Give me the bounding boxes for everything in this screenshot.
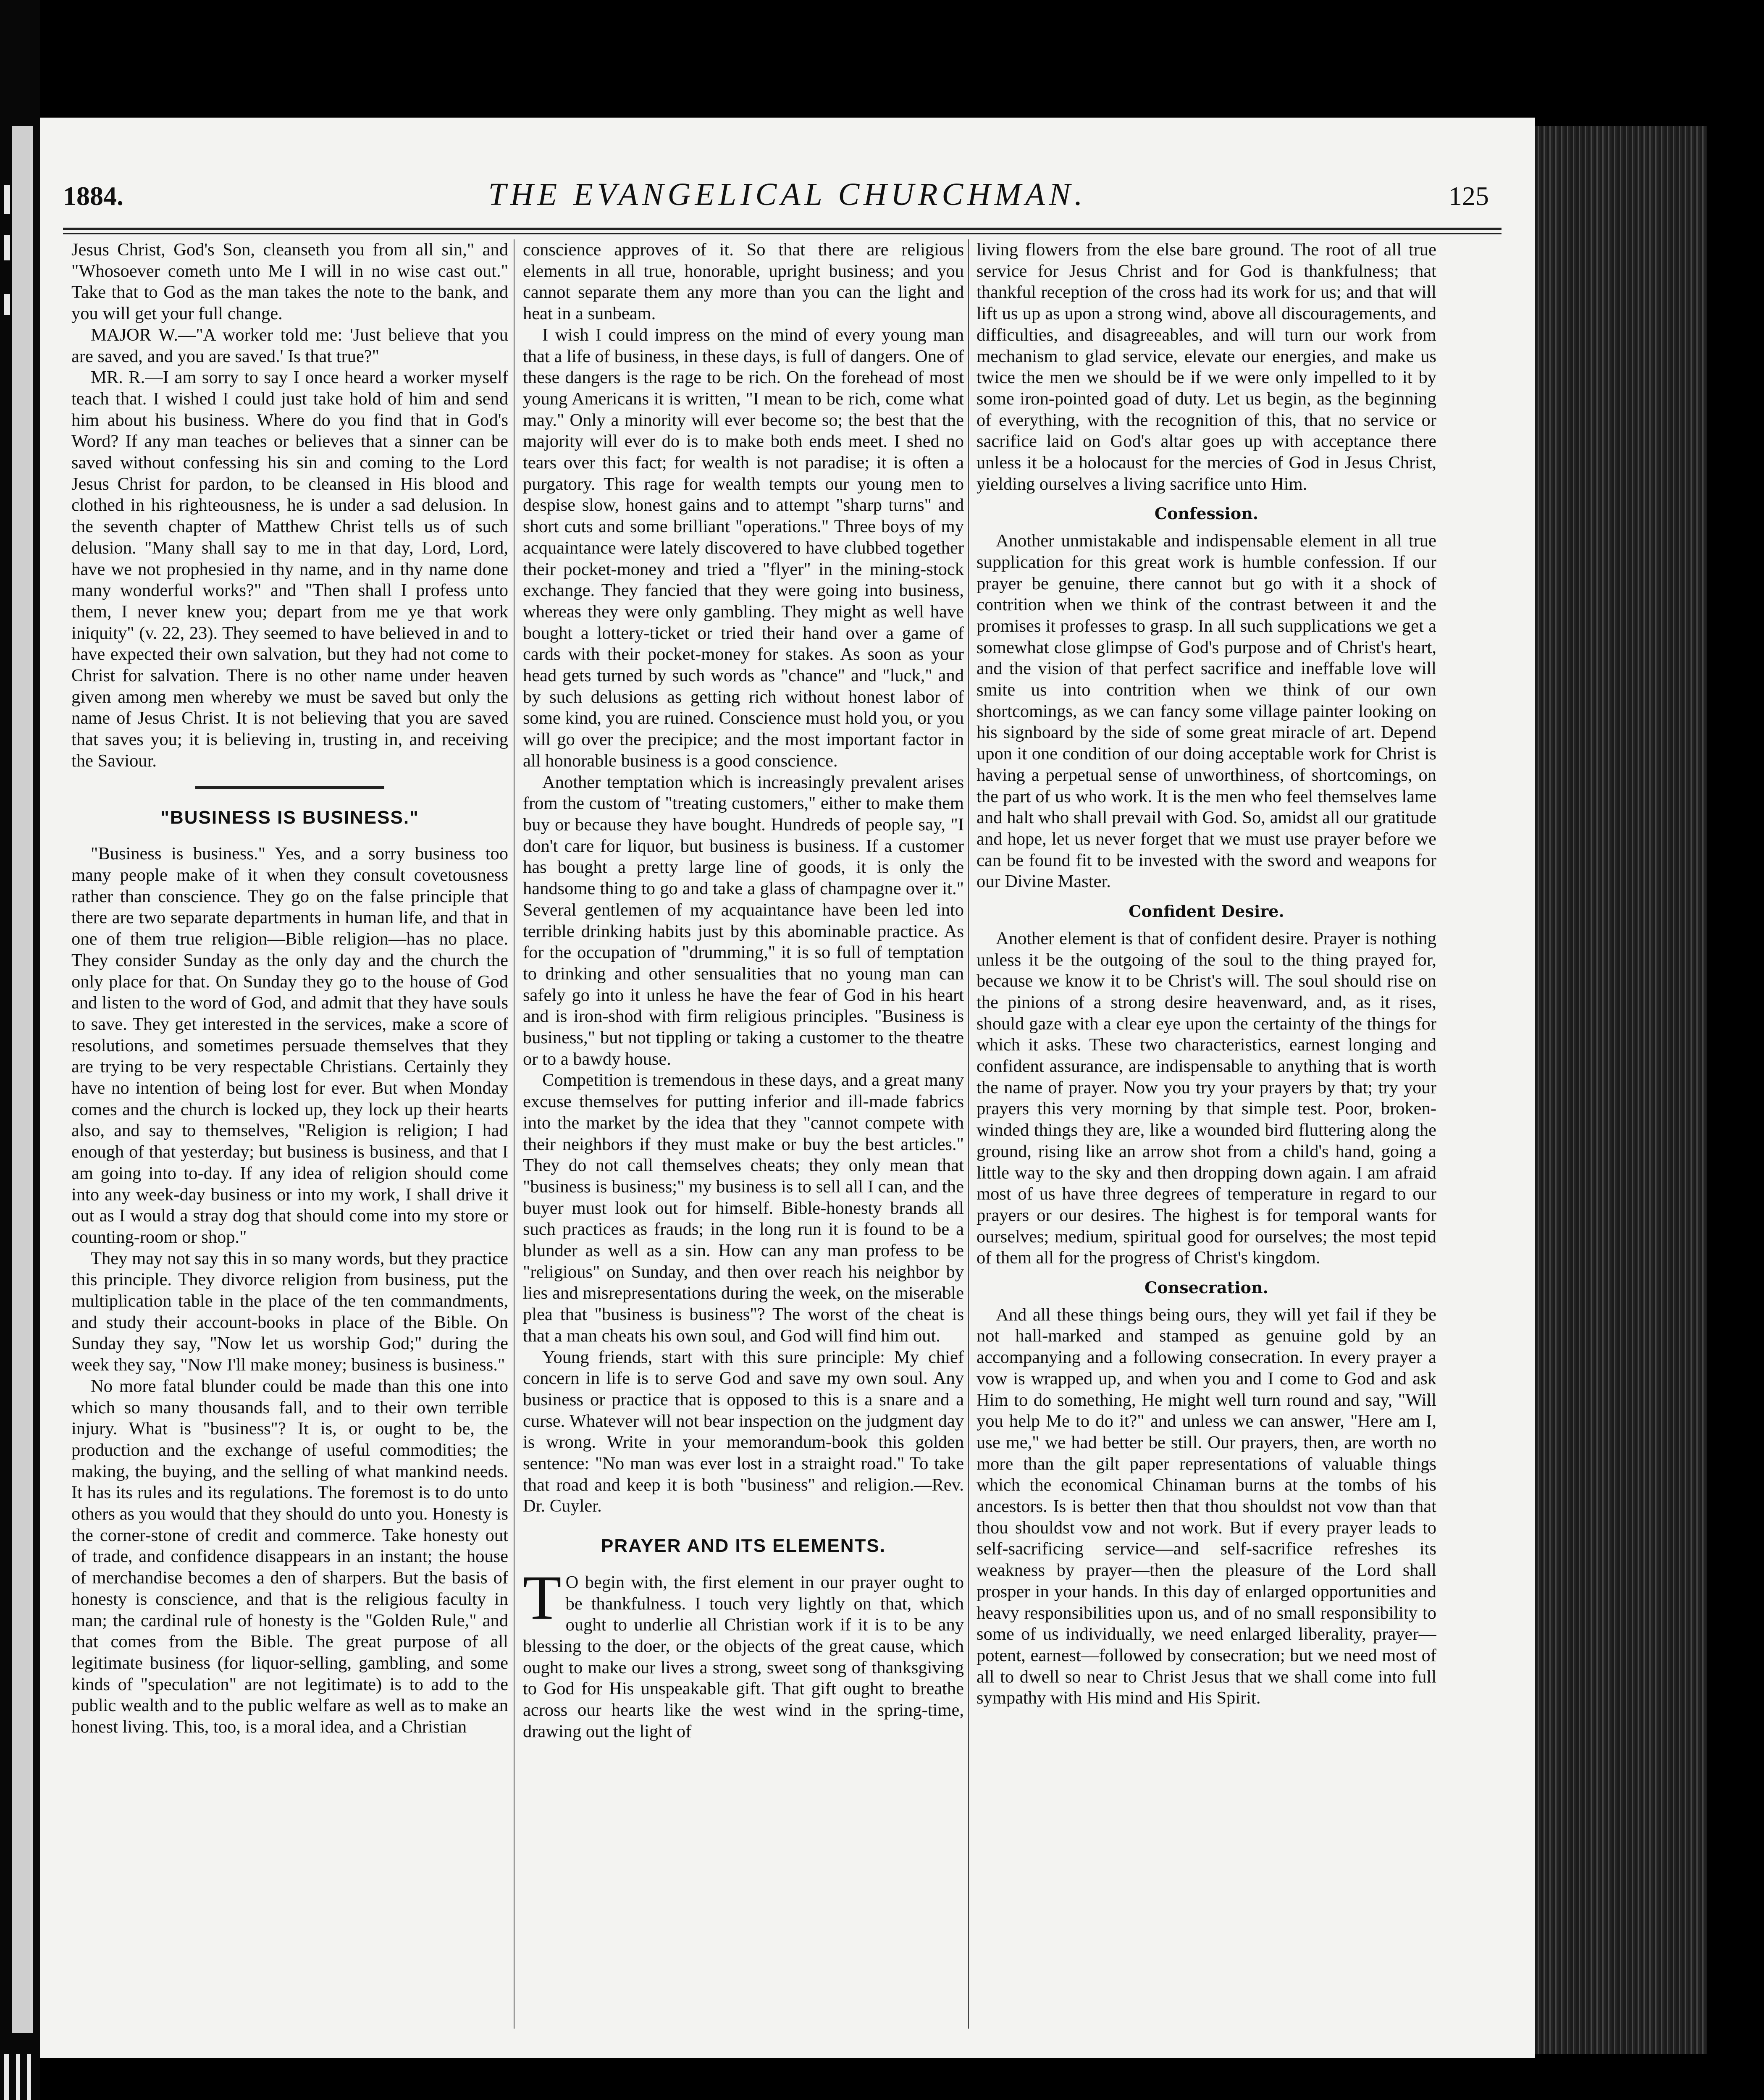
binding-mark [4, 294, 10, 315]
column-divider [968, 239, 969, 2029]
header-rule [63, 228, 1502, 230]
binding-mark [27, 2054, 31, 2100]
binding-mark [4, 2054, 9, 2100]
column-3 [976, 239, 1436, 2033]
paragraph: They may not say this in so many words, but they practice this principle. They divorce religion from business, put the multiplication table in the place of the ten commandments, and study their account-books in place of the Bible. On Sunday they say, "Now let us worship God;" during the week they say, "Now I'll make money; business is business." [71, 1248, 508, 1375]
column-1 [71, 239, 508, 2033]
paragraph: "Business is business." Yes, and a sorry business too many people make of it when they consult covetousness rather than conscience. They go on the false principle that there are two separate departments in human life, and that in one of them true religion—Bible religion—has no place. They consider Sunday as the only day and the church the only place for that. On Sunday they go to the house of God and listen to the word of God, and admit that they have souls to save. They get interested in the services, make a score of resolutions, and sometimes persuade themselves that they are trying to be very respectable Christians. Certainly they have no intention of being lost for ever. But when Monday comes and the church is locked up, they lock up their hearts also, and say to themselves, "Religion is religion; I had enough of that yesterday; but business is business, and that I am going into to-day. If any idea of religion should come into any week-day business or into my work, I shall drive it out as I would a stray dog that should come into my store or counting-room or shop." [71, 844, 508, 1247]
paragraph: Young friends, start with this sure principle: My chief concern in life is to serve God and save my own soul. Any business or practice that is opposed to this is a snare and a curse. Whatever will not bear inspection on the judgment day is wrong. Write in your memorandum-book this golden sentence: "No man was ever lost in a straight road." To take that road and keep it is both "business" and religion.—Rev. Dr. Cuyler. [523, 1347, 964, 1516]
page-header [40, 118, 1535, 212]
binding-mark [4, 235, 10, 260]
binding-mark [16, 2054, 20, 2100]
article-heading: "BUSINESS IS BUSINESS." [160, 807, 419, 828]
subheading: Confident Desire. [1129, 902, 1284, 921]
page-stack-edge [1535, 126, 1707, 2054]
subheading: Confession. [1154, 504, 1259, 523]
paragraph: MR. R.—I am sorry to say I once heard a worker myself teach that. I wished I could just take hold of him and send him about his business. Where do you find that in God's Word? If any man teaches or believes that a sinner can be saved without confessing his sin and coming to the Lord Jesus Christ for pardon, to be cleansed in His blood and clothed in his righteousness, he is under a sad delusion. In the seventh chapter of Matthew Christ tells us of such delusion. "Many shall say to me in that day, Lord, Lord, have we not prophesied in thy name, and in thy name done many wonderful works?" and "Then shall I profess unto them, I never knew you; depart from me ye that work iniquity" (v. 22, 23). They seemed to have believed in and to have expected their own salvation, but they had not come to Christ for salvation. There is no other name under heaven given among men whereby we must be saved but only the name of Jesus Christ. It is not believing that you are saved that saves you; it is believing in, trusting in, and receiving the Saviour. [71, 368, 508, 771]
paragraph: And all these things being ours, they will yet fail if they be not hall-marked and stamped as genuine gold by an accompanying and a following consecration. In every prayer a vow is wrapped up, and when you and I come to God and ask Him to do something, He might well turn round and say, "Will you help Me to do it?" and unless we can answer, "Here am I, use me," we had better be still. Our prayers, then, are worth no more than the gilt paper representations of valuable things which the economical Chinaman burns at the tombs of his ancestors. Is is better then that thou shouldst not vow than that thou shouldst vow and not work. But if every prayer leads to self-sacrificing service—and self-sacrifice refreshes its weakness by prayer—then the pleasure of the Lord shall prosper in your hands. In this day of enlarged opportunities and heavy responsibilities upon us, and of no small responsibility to some of us individually, we need enlarged liberality, prayer—potent, earnest—followed by consecration; but we need most of all to dwell so near to Christ Jesus that we shall come into full sympathy with His mind and His Spirit. [976, 1305, 1436, 1708]
binding-mark [4, 185, 10, 214]
paragraph: Another unmistakable and indispensable element in all true supplication for this great work is humble confession. If our prayer be genuine, there cannot but go with it a shock of contrition when we think of the contrast between it and the promises it professes to grasp. In all such supplications we get a somewhat close glimpse of God's purpose and of Christ's heart, and the vision of that perfect sacrifice and ineffable love will smite us into contrition when we think of our own shortcomings, as we can fancy some village painter looking on his signboard by the side of some great miracle of art. Depend upon it one condition of our doing acceptable work for Christ is having a perpetual sense of unworthiness, of shortcomings, on the part of us who work. It is the men who feel themselves lame and halt who shall prevail with God. So, amidst all our gratitude and hope, let us never forget that we must use prayer before we can be found fit to be invested with the sword and weapons for our Divine Master. [976, 531, 1436, 892]
header-year: 1884. [63, 181, 123, 211]
paragraph: Jesus Christ, God's Son, cleanseth you from all sin," and "Whosoever cometh unto Me I will in no wise cast out." Take that to God as the man takes the note to the bank, and you will get your full change. [71, 240, 508, 324]
paragraph-text: O begin with, the first element in our prayer ought to be thankfulness. I touch very lightly on that, which ought to underlie all Christian work if it is to be any blessing to the doer, or the objects of the great cause, which ought to make our lives a strong, sweet song of thanksgiving to God for His unspeakable gift. That gift ought to breathe across our hearts like the west wind in the spring-time, drawing out the light of [523, 1572, 964, 1741]
column-2 [523, 239, 964, 2033]
subheading: Consecration. [1144, 1278, 1268, 1297]
paragraph: I wish I could impress on the mind of every young man that a life of business, in these days, is full of dangers. One of these dangers is the rage to be rich. On the forehead of most young Americans it is written, "I mean to be rich, come what may." Only a minority will ever become so; the best that the majority will ever do is to make both ends meet. I shed no tears over this fact; for wealth is not paradise; it is often a purgatory. This rage for wealth tempts our young men to despise slow, honest gains and to attempt "sharp turns" and short cuts and some brilliant "operations." Three boys of my acquaintance were lately discovered to have clubbed together their pocket-money and tried a "flyer" in the mining-stock exchange. They fancied that they were going into business, whereas they were only gambling. They might as well have bought a lottery-ticket or tried their hand over a game of cards with their pocket-money for stakes. As soon as your head gets turned by such words as "chance" and "luck," and by such delusions as getting rich without honest labor of some kind, you are ruined. Conscience must hold you, or you will go over the precipice; and the most important factor in all honorable business is a good conscience. [523, 325, 964, 771]
section-divider [195, 786, 384, 789]
paragraph: Another temptation which is increasingly prevalent arises from the custom of "treating customers," either to make them buy or because they have bought. Hundreds of people say, "I don't care for liquor, but business is business. If a customer has bought a pretty large line of goods, it is only the handsome thing to go and take a glass of champagne over it." Several gentlemen of my acquaintance have been led into terrible drinking habits just by this abominable practice. As for the occupation of "drumming," it is so full of temptation to drinking and other sensualities that no young man can safely go into it unless he have the fear of God in his heart and is iron-shod with firm religious principles. "Business is business," but not tippling or taking a customer to the theatre or to a bawdy house. [523, 772, 964, 1069]
paragraph [523, 1562, 964, 1743]
header-page-number: 125 [1449, 181, 1489, 211]
paragraph: living flowers from the else bare ground. The root of all true service for Jesus Christ and for God is thankfulness; that thankful reception of the cross had its work for us; and that will lift us up as upon a strong wind, above all discouragements, and difficulties, and disagreeables, and will turn our work from mechanism to glad service, elevate our energies, and make us twice the men we should be if we were only impelled to it by some iron-pointed goad of duty. Let us begin, as the beginning of everything, with the recognition of this, that no service or sacrifice laid on God's altar goes up with acceptance there unless it be a holocaust for the mercies of God in Jesus Christ, yielding ourselves a living sacrifice unto Him. [976, 240, 1436, 494]
paragraph: Another element is that of confident desire. Prayer is nothing unless it be the outgoing of the soul to the thing prayed for, because we know it to be Christ's will. The soul should rise on the pinions of a strong desire heavenward, and, as it rises, should gaze with a clear eye upon the certainty of the things for which it asks. These two characteristics, earnest longing and confident assurance, are indispensable to anything that is worth the name of prayer. Now you try your prayers by that; try your prayers this very morning by that simple test. Poor, broken-winded things they are, like a wounded bird fluttering along the ground, rising like an arrow shot from a child's hand, going a little way to the sky and then dropping down again. I am afraid most of us have three degrees of temperature in regard to our prayers or our desires. The highest is for temporal wants for ourselves; medium, spiritual good for ourselves; the most tepid of them all for the progress of Christ's kingdom. [976, 928, 1436, 1268]
paragraph: conscience approves of it. So that there are religious elements in all true, honorable, upright business; and you cannot separate them any more than you can the light and heat in a sunbeam. [523, 240, 964, 324]
article-heading: PRAYER AND ITS ELEMENTS. [601, 1536, 886, 1557]
newspaper-page [40, 118, 1535, 2058]
paragraph: MAJOR W.—"A worker told me: 'Just believe that you are saved, and you are saved.' Is that true?" [71, 325, 508, 366]
drop-cap: T [523, 1562, 562, 1633]
paragraph: Competition is tremendous in these days, and a great many excuse themselves for putting inferior and ill-made fabrics into the market by the idea that they "cannot compete with their neighbors if they must make or buy the best articles." They do not call themselves cheats; they only mean that "business is business;" my business is to sell all I can, and the buyer must look out for himself. Bible-honesty brands all such practices as frauds; in the long run it is found to be a blunder as well as a sin. How can any man profess to be "religious" on Sunday, and then over reach his neighbor by lies and misrepresentations during the week, on the miserable plea that "business is business"? The worst of the cheat is that a man cheats his own soul, and God will find him out. [523, 1070, 964, 1346]
header-rule [63, 233, 1502, 234]
previous-page-edge [12, 126, 33, 2033]
header-title: THE EVANGELICAL CHURCHMAN. [488, 177, 1087, 212]
paragraph: No more fatal blunder could be made than this one into which so many thousands fall, and to their own terrible injury. What is "business"? It is, or ought to be, the production and the exchange of useful commodities; the making, the buying, and the selling of what mankind needs. It has its rules and its regulations. The foremost is to do unto others as you would that they should do unto you. Honesty is the corner-stone of credit and commerce. Take honesty out of trade, and confidence disappears in an instant; the house of merchandise becomes a den of sharpers. But the basis of honesty is conscience, and that is the religious faculty in man; the cardinal rule of honesty is the "Golden Rule," and that comes from the Bible. The great purpose of all legitimate business (for liquor-selling, gambling, and some kinds of "speculation" are not legitimate) is to add to the public wealth and to the public welfare as well as to make an honest living. This, too, is a moral idea, and a Christian [71, 1376, 508, 1737]
